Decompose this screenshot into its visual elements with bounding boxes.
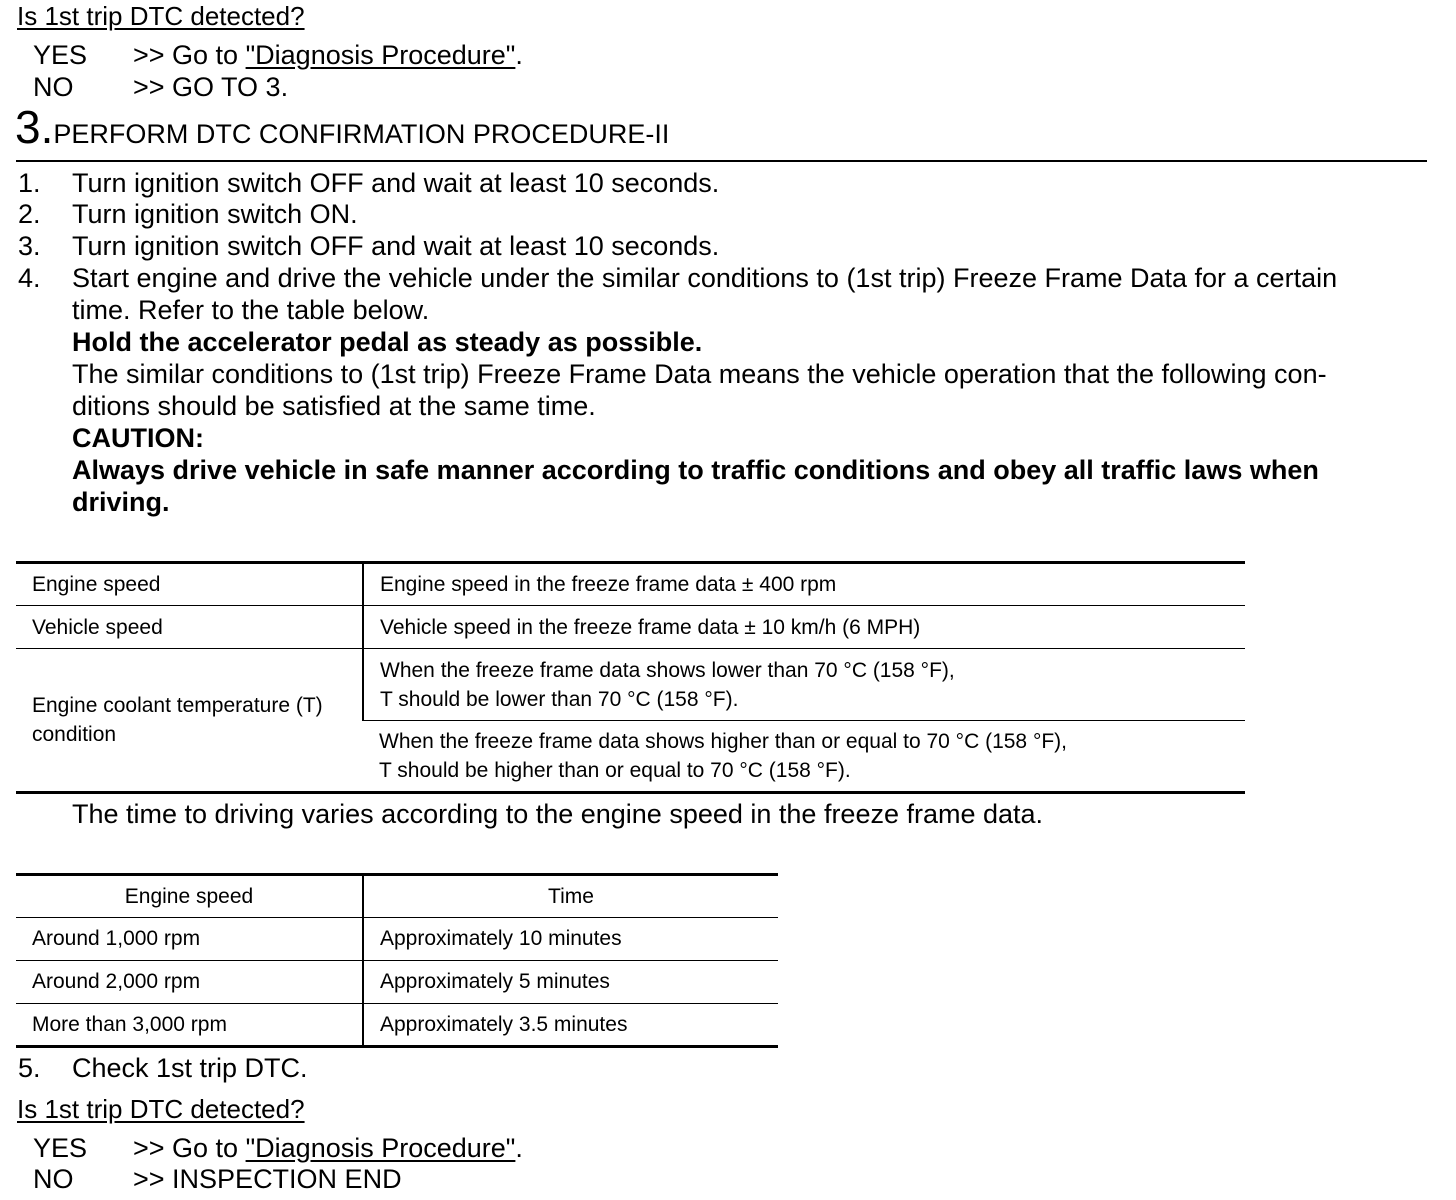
engine-speed-cell: Around 1,000 rpm xyxy=(16,918,363,961)
table-header-row xyxy=(16,875,778,918)
coolant-label-line: condition xyxy=(32,723,117,746)
yes-suffix: . xyxy=(515,40,523,70)
yes-prefix: >> Go to xyxy=(133,40,246,70)
list-item-text-continued: time. Refer to the table below. xyxy=(72,295,430,325)
diagnosis-procedure-link[interactable]: "Diagnosis Procedure" xyxy=(245,40,516,70)
column-header-engine-speed: Engine speed xyxy=(16,875,363,918)
no-label: NO xyxy=(33,1164,74,1194)
caution-text: Always drive vehicle in safe manner according to traffic conditions and obey all traffic laws when xyxy=(72,455,1319,485)
time-note: The time to driving varies according to the engine speed in the freeze frame data. xyxy=(72,799,1044,829)
no-label: NO xyxy=(33,72,74,102)
list-item-number: 4. xyxy=(18,263,41,293)
coolant-high-condition xyxy=(363,721,1245,793)
condition-label: Vehicle speed xyxy=(16,606,363,649)
list-item-text: Turn ignition switch OFF and wait at least 10 seconds. xyxy=(72,231,720,261)
hold-pedal-instruction: Hold the accelerator pedal as steady as possible. xyxy=(72,327,703,357)
list-item-text: Start engine and drive the vehicle under the similar conditions to (1st trip) Freeze Frame Data for a certain xyxy=(72,263,1338,293)
step-heading xyxy=(15,100,669,154)
condition-label: Engine speed xyxy=(16,563,363,606)
condition-value: Vehicle speed in the freeze frame data ± 10 km/h (6 MPH) xyxy=(363,606,1245,649)
diagnosis-procedure-link[interactable]: "Diagnosis Procedure" xyxy=(245,1133,516,1163)
step-number: 3. xyxy=(15,101,54,153)
no-action: >> GO TO 3. xyxy=(133,72,289,102)
time-cell: Approximately 5 minutes xyxy=(363,961,778,1004)
table-row xyxy=(16,1004,778,1047)
yes-label: YES xyxy=(33,40,88,70)
condition-value: Engine speed in the freeze frame data ± 400 rpm xyxy=(363,563,1245,606)
list-item-number: 5. xyxy=(18,1053,41,1083)
no-action: >> INSPECTION END xyxy=(133,1164,402,1194)
caution-label: CAUTION: xyxy=(72,423,204,453)
similar-conditions-text: The similar conditions to (1st trip) Freeze Frame Data means the vehicle operation that the following con- xyxy=(72,359,1327,389)
column-header-time: Time xyxy=(363,875,778,918)
coolant-condition-label xyxy=(16,649,363,793)
yes-suffix: . xyxy=(515,1133,523,1163)
coolant-label-line: Engine coolant temperature (T) xyxy=(32,694,323,717)
no-response xyxy=(33,1164,733,1196)
list-item-text: Turn ignition switch OFF and wait at least 10 seconds. xyxy=(72,168,720,198)
coolant-low-line: T should be lower than 70 °C (158 °F). xyxy=(380,687,739,711)
section-divider xyxy=(16,160,1427,162)
yes-response xyxy=(33,1133,733,1165)
time-table xyxy=(16,873,778,1048)
step-title: PERFORM DTC CONFIRMATION PROCEDURE-II xyxy=(53,119,670,149)
list-item-number: 2. xyxy=(18,199,41,229)
caution-text-continued: driving. xyxy=(72,487,170,517)
list-item-number: 1. xyxy=(18,168,41,198)
yes-label: YES xyxy=(33,1133,88,1163)
list-item-number: 3. xyxy=(18,231,41,261)
coolant-low-line: When the freeze frame data shows lower than 70 °C (158 °F), xyxy=(380,658,955,682)
coolant-high-line: When the freeze frame data shows higher than or equal to 70 °C (158 °F), xyxy=(379,730,1067,753)
list-item-text: Check 1st trip DTC. xyxy=(72,1053,308,1083)
table-row xyxy=(16,961,778,1004)
conditions-table xyxy=(16,561,1245,794)
table-row xyxy=(16,606,1245,649)
table-row xyxy=(16,563,1245,606)
time-cell: Approximately 3.5 minutes xyxy=(363,1004,778,1047)
similar-conditions-text-continued: ditions should be satisfied at the same time. xyxy=(72,391,596,421)
coolant-high-line: T should be higher than or equal to 70 °C (158 °F). xyxy=(379,759,851,782)
engine-speed-cell: Around 2,000 rpm xyxy=(16,961,363,1004)
yes-response xyxy=(33,40,733,72)
time-cell: Approximately 10 minutes xyxy=(363,918,778,961)
engine-speed-cell: More than 3,000 rpm xyxy=(16,1004,363,1047)
list-item-text: Turn ignition switch ON. xyxy=(72,199,358,229)
yes-prefix: >> Go to xyxy=(133,1133,246,1163)
table-row xyxy=(16,649,1245,721)
question-dtc-detected: Is 1st trip DTC detected? xyxy=(17,1,305,31)
coolant-low-condition xyxy=(363,649,1245,721)
table-row xyxy=(16,918,778,961)
question-dtc-detected: Is 1st trip DTC detected? xyxy=(17,1094,305,1124)
